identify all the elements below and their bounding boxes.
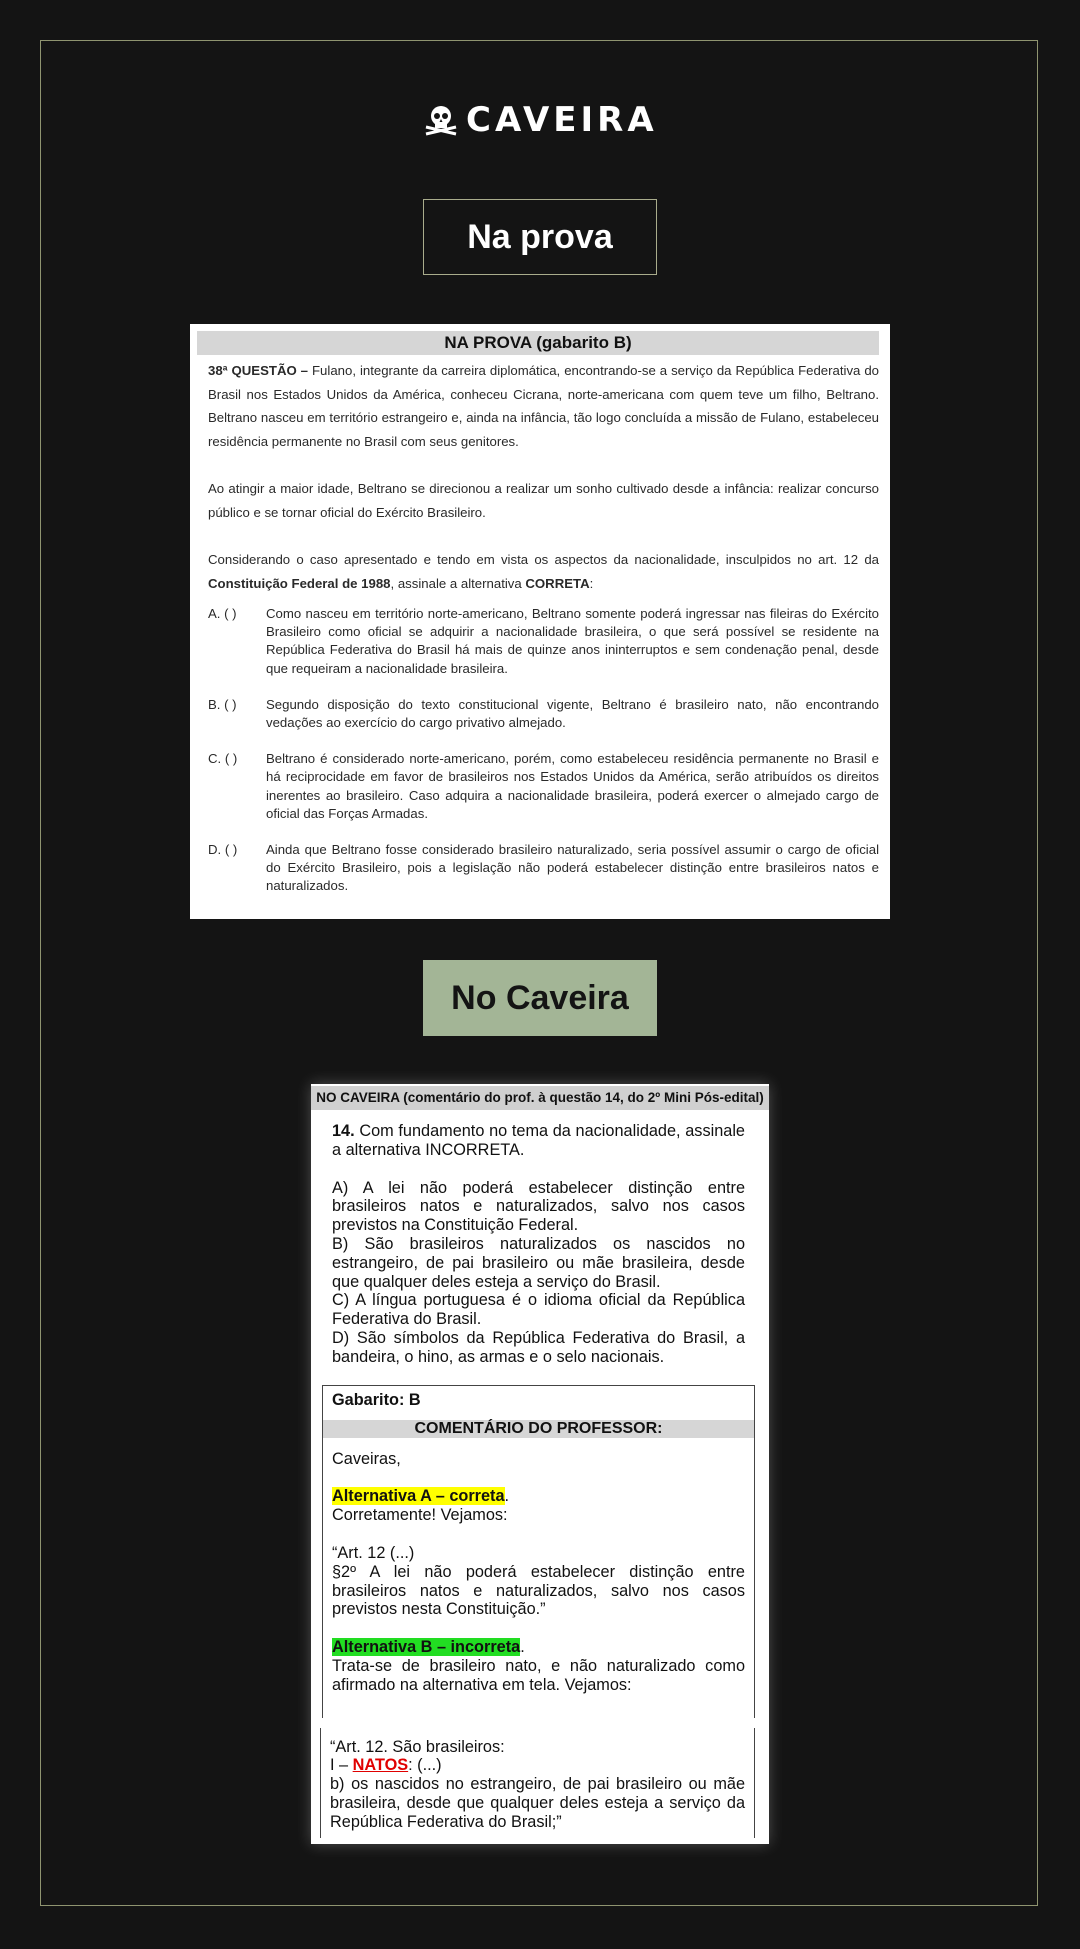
law-quote-box: “Art. 12. São brasileiros: I – NATOS: (...) b) os nascidos no estrangeiro, de pai brasileiro ou mãe brasileira, desde que qualquer deles esteja a serviço da República Federativa do Brasil;” (320, 1728, 755, 1838)
alt-b-status: Alternativa B – incorreta (332, 1638, 521, 1657)
caveira-alternative: A) A lei não poderá estabelecer distinção entre brasileiros natos e naturalizados, salvo nos casos previstos na Constituição Federal. (332, 1178, 745, 1235)
caveira-header: NO CAVEIRA (comentário do prof. à questão 14, do 2º Mini Pós-edital) (311, 1086, 769, 1110)
exam-paragraph: Considerando o caso apresentado e tendo em vista os aspectos da nacionalidade, insculpidos no art. 12 da Constituição Federal de 1988, assinale a alternativa CORRETA: (208, 552, 879, 591)
answer-box (322, 1385, 755, 1718)
comment-body: Caveiras, Alternativa A – correta. Corretamente! Vejamos: “Art. 12 (...) §2º A lei não poderá estabelecer distinção entre brasileiros natos e naturalizados, salvo nos casos previstos nesta Constituição.” Alternativa B – incorreta. Trata-se de brasileiro nato, e não naturalizado como afirmado na alternativa em tela. Vejamos: (332, 1449, 745, 1694)
brand-logo (424, 100, 660, 140)
exam-option: D. ( ) Ainda que Beltrano fosse considerado brasileiro naturalizado, seria possível assumir o cargo de oficial do Exército Brasileiro, pois a legislação não poderá estabelecer distinção entre brasileiros natos e naturalizados. (208, 842, 879, 894)
comment-title: COMENTÁRIO DO PROFESSOR: (323, 1420, 754, 1438)
exam-paragraph: Ao atingir a maior idade, Beltrano se direcionou a realizar um sonho cultivado desde a infância: realizar concurso público e se tornar oficial do Exército Brasileiro. (208, 481, 879, 520)
no-caveira-label: No Caveira (423, 960, 657, 1036)
na-prova-label: Na prova (423, 199, 657, 275)
caveira-comment-image (311, 1084, 769, 1844)
caveira-alternative: D) São símbolos da República Federativa do Brasil, a bandeira, o hino, as armas e o selo nacionais. (332, 1328, 745, 1366)
alt-a-status: Alternativa A – correta (332, 1487, 505, 1506)
exam-option: A. ( ) Como nasceu em território norte-americano, Beltrano somente poderá ingressar nas fileiras do Exército Brasileiro como oficial se adquirir a nacionalidade brasileira, o que será possível se residente na República Federativa do Brasil há mais de quinze anos ininterruptos e sem condenação penal, desde que requeiram a nacionalidade brasileira. (208, 606, 879, 676)
answer-key: Gabarito: B (332, 1390, 421, 1409)
exam-options (208, 605, 879, 896)
exam-question-image (190, 324, 890, 919)
exam-option: B. ( ) Segundo disposição do texto constitucional vigente, Beltrano é brasileiro nato, não encontrando vedações ao exercício do cargo privativo almejado. (208, 696, 879, 731)
exam-option: C. ( ) Beltrano é considerado norte-americano, porém, como estabeleceu residência permanente no Brasil e há reciprocidade em favor de brasileiros nos Estados Unidos da América, serão atribuídos os direitos inerentes ao brasileiro. Caso adquira a nacionalidade brasileira, poderá exercer o almejado cargo de oficial das Forças Armadas. (208, 751, 879, 821)
exam-paragraph: 38ª QUESTÃO – Fulano, integrante da carreira diplomática, encontrando-se a serviço da República Federativa do Brasil nos Estados Unidos da América, conheceu Cicrana, norte-americana com quem teve um filho, Beltrano. Beltrano nasceu em território estrangeiro e, ainda na infância, tão logo concluída a missão de Fulano, estabeleceu residência permanente no Brasil com seus genitores. (208, 363, 880, 449)
caveira-alternative: C) A língua portuguesa é o idioma oficial da República Federativa do Brasil. (332, 1291, 745, 1329)
brand-name: CAVEIRA (466, 100, 658, 140)
caveira-question: 14. Com fundamento no tema da nacionalidade, assinale a alternativa INCORRETA. A) A lei não poderá estabelecer distinção entre brasileiros natos e naturalizados, salvo nos casos previstos na Constituição Federal. B) São brasileiros naturalizados os nascidos no estrangeiro, de pai brasileiro ou mãe brasileira, desde que qualquer deles esteja a serviço do Brasil. C) A língua portuguesa é o idioma oficial da República Federativa do Brasil. D) São símbolos da República Federativa do Brasil, a bandeira, o hino, as armas e o selo nacionais. (332, 1122, 745, 1366)
skull-icon (424, 103, 458, 137)
exam-question-number: 38ª QUESTÃO – (208, 363, 309, 378)
exam-header: NA PROVA (gabarito B) (197, 331, 879, 355)
exam-body (197, 355, 879, 896)
natos-highlight: NATOS (352, 1756, 409, 1775)
caveira-alternative: B) São brasileiros naturalizados os nascidos no estrangeiro, de pai brasileiro ou mãe brasileira, desde que qualquer deles esteja a serviço do Brasil. (332, 1234, 745, 1291)
